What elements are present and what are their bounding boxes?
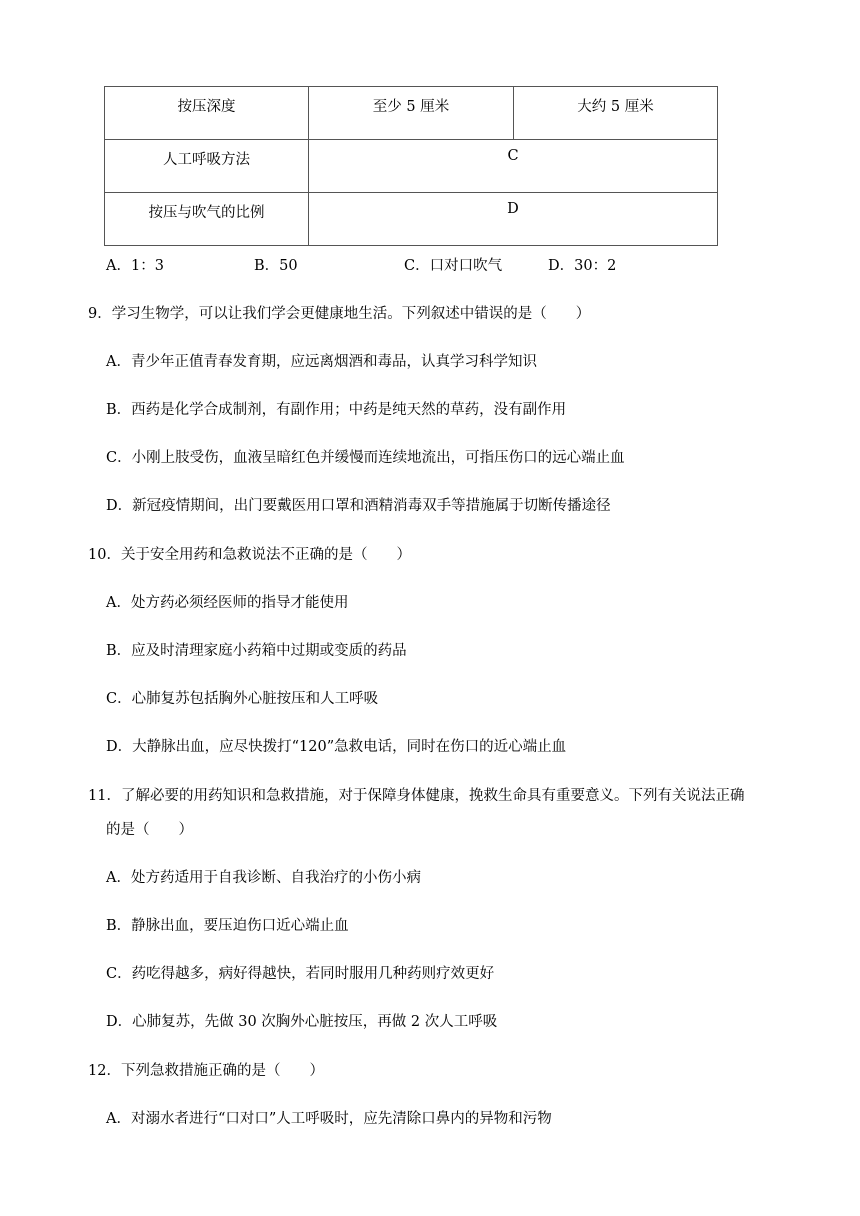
table-cell: 按压深度 <box>105 87 309 140</box>
option-c: C．小刚上肢受伤，血液呈暗红色并缓慢而连续地流出，可指压伤口的远心端止血 <box>106 450 625 466</box>
table-row <box>105 193 718 246</box>
option-a: A．处方药必须经医师的指导才能使用 <box>106 595 349 611</box>
option-d: D．新冠疫情期间，出门要戴医用口罩和酒精消毒双手等措施属于切断传播途径 <box>106 498 611 514</box>
question-stem: 10．关于安全用药和急救说法不正确的是（ ） <box>88 547 411 563</box>
table-cell: 按压与吹气的比例 <box>105 193 309 246</box>
question-stem-continued: 的是（ ） <box>106 822 193 838</box>
table-cell: D <box>309 193 718 246</box>
table-cell: C <box>309 140 718 193</box>
question-stem: 11．了解必要的用药知识和急救措施，对于保障身体健康，挽救生命具有重要意义。下列有关说法正确 <box>88 788 745 804</box>
option-d: D．心肺复苏，先做 30 次胸外心脏按压，再做 2 次人工呼吸 <box>106 1014 498 1030</box>
option-b: B．应及时清理家庭小药箱中过期或变质的药品 <box>106 643 407 659</box>
option-a: A．处方药适用于自我诊断、自我治疗的小伤小病 <box>106 870 421 886</box>
table-row <box>105 87 718 140</box>
table-cell: 大约 5 厘米 <box>514 87 718 140</box>
question-stem: 12．下列急救措施正确的是（ ） <box>88 1063 324 1079</box>
question-stem: 9．学习生物学，可以让我们学会更健康地生活。下列叙述中错误的是（ ） <box>88 306 591 322</box>
option-b: B．西药是化学合成制剂，有副作用；中药是纯天然的草药，没有副作用 <box>106 402 567 418</box>
cpr-comparison-table <box>104 86 718 246</box>
option-a: A．青少年正值青春发育期，应远离烟酒和毒品，认真学习科学知识 <box>106 354 537 370</box>
table-cell: 至少 5 厘米 <box>309 87 514 140</box>
option-c: C．心肺复苏包括胸外心脏按压和人工呼吸 <box>106 691 379 707</box>
table-cell: 人工呼吸方法 <box>105 140 309 193</box>
option-a: A．1：3 <box>106 258 164 274</box>
option-c: C．药吃得越多，病好得越快，若同时服用几种药则疗效更好 <box>106 966 495 982</box>
option-d: D．大静脉出血，应尽快拨打“120”急救电话，同时在伤口的近心端止血 <box>106 739 567 755</box>
option-b: B．静脉出血，要压迫伤口近心端止血 <box>106 918 349 934</box>
option-a: A．对溺水者进行“口对口”人工呼吸时，应先清除口鼻内的异物和污物 <box>106 1111 552 1127</box>
option-b: B．50 <box>254 258 298 274</box>
option-c: C．口对口吹气 <box>404 258 503 274</box>
option-d: D．30：2 <box>548 258 617 274</box>
table-row <box>105 140 718 193</box>
